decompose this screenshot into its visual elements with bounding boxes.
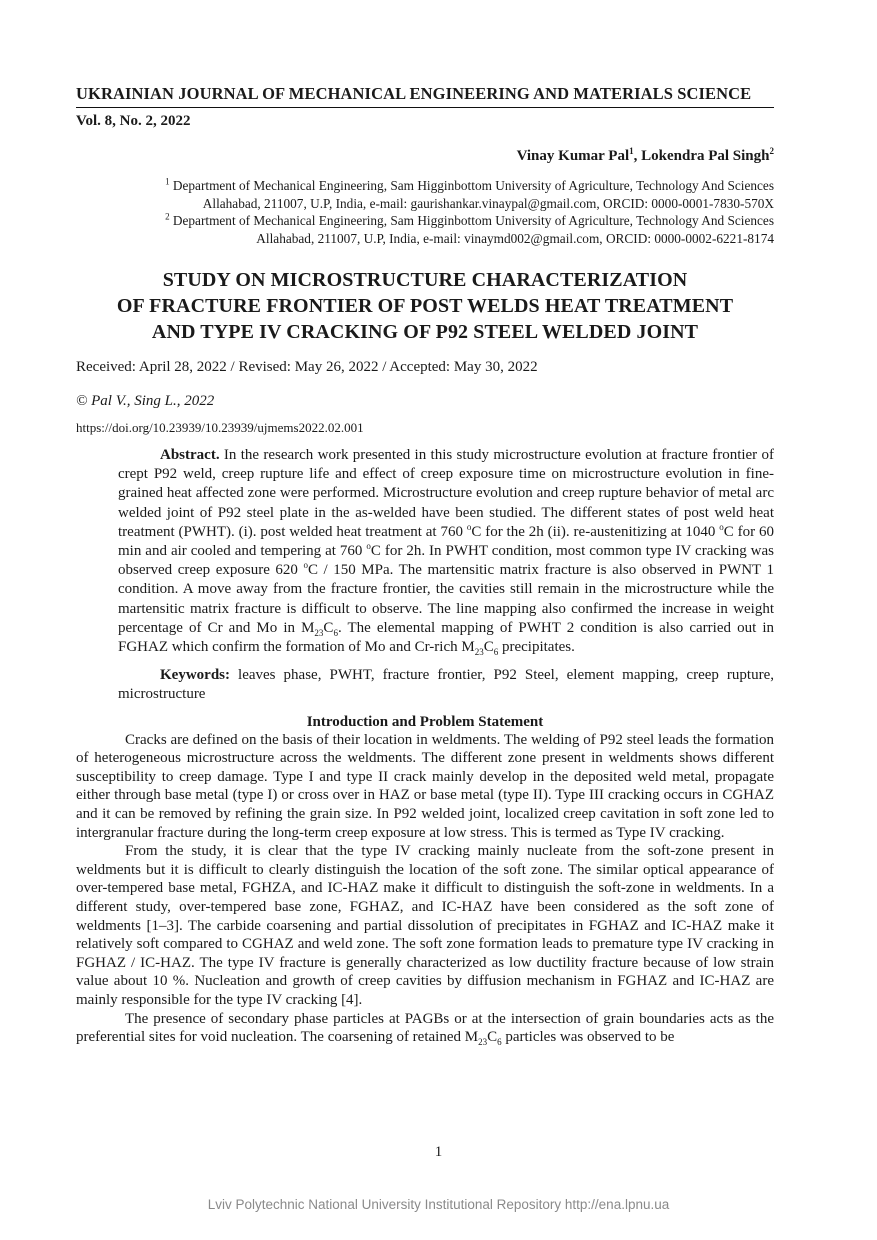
copyright: © Pal V., Sing L., 2022 (76, 393, 215, 409)
abstract-label: Abstract. (160, 447, 220, 463)
author-separator: , (633, 148, 642, 164)
title-line: OF FRACTURE FRONTIER OF POST WELDS HEAT TREATMENT (116, 295, 734, 317)
submission-dates: Received: April 28, 2022 / Revised: May 26, 2022 / Accepted: May 30, 2022 (76, 359, 538, 375)
keywords: Keywords: leaves phase, PWHT, fracture frontier, P92 Steel, element mapping, creep rupture, microstructure (118, 667, 774, 703)
body-paragraph: From the study, it is clear that the type IV cracking mainly nucleate from the soft-zone present in weldments but it is difficult to clearly distinguish the location of the soft zone. The similar optical appearance of over-tempered base metal, FGHZA, and IC-HAZ make it difficult to distinguish the soft-zone in weldments. In a different study, over-tempered base zone, FGHAZ, and IC-HAZ have been considered as the soft zone of weldments [1–3]. The carbide coarsening and partial dissolution of precipitates in FGHAZ and IC-HAZ make it relatively soft compared to CGHAZ and weld zone. The soft zone formation leads to premature type IV cracking in FGHAZ / IC-HAZ. The type IV fracture is generally characterized as low ductility fracture because of low strain value about 10 %. Nucleation and growth of creep cavities by diffusion mechanism in FGHAZ and IC-HAZ are mainly responsible for the type IV cracking [4]. (76, 843, 774, 1008)
affiliation-mark: 1 (165, 176, 170, 187)
affiliations (76, 177, 774, 247)
doi-link[interactable]: https://doi.org/10.23939/10.23939/ujmems2022.02.001 (76, 420, 364, 435)
affiliation-line: Allahabad, 211007, U.P, India, e-mail: vinaymd002@gmail.com, ORCID: 0000-0002-6221-8174 (256, 230, 774, 246)
author-name: Vinay Kumar Pal (516, 148, 630, 164)
author-list (76, 148, 774, 165)
body-paragraph: The presence of secondary phase particles at PAGBs or at the intersection of grain boundaries acts as the preferential sites for void nucleation. The coarsening of retained $M_{23}C_6$ particles was observed to be (76, 1010, 774, 1048)
affiliation-line: $^1$ Department of Mechanical Engineering, Sam Higginbottom University of Agriculture, Technology And Sciences (165, 176, 774, 193)
journal-title: UKRAINIAN JOURNAL OF MECHANICAL ENGINEERING AND MATERIALS SCIENCE (76, 84, 774, 108)
page-number: 1 (434, 1144, 443, 1160)
volume-info: Vol. 8, No. 2, 2022 (76, 113, 191, 129)
affiliation-mark: 2 (165, 211, 170, 222)
author-affil-mark: 2 (769, 146, 774, 156)
title-line: STUDY ON MICROSTRUCTURE CHARACTERIZATION (162, 269, 688, 291)
affiliation-line: Allahabad, 211007, U.P, India, e-mail: gaurishankar.vinaypal@gmail.com, ORCID: 0000-0001-7830-570X (202, 195, 774, 211)
paper-page (76, 84, 774, 1047)
author-name: Lokendra Pal Singh (641, 148, 770, 164)
section-heading: Introduction and Problem Statement (306, 713, 544, 730)
keywords-label: Keywords: (160, 667, 230, 684)
abstract: Abstract. In the research work presented in this study microstructure evolution at fracture frontier of crept P92 weld, creep rupture life and effect of creep exposure time on microstructure evolution in fine-grained heat affected zone were performed. Microstructure evolution and creep rupture behavior of metal arc welded joint of P92 steel plate in the as-welded have been studied. The different states of post weld heat treatment (PWHT). (i). post welded heat treatment at 760 $^o$C for the 2h (ii). re-austenitizing at 1040 $^o$C for 60 min and air cooled and tempering at 760 $^o$C for 2h. In PWHT condition, most common type IV cracking was observed creep exposure 620 $^o$C / 150 MPa. The martensitic matrix fracture is also observed in PWNT 1 condition. A move away from the fracture frontier, the cavities still remain in the microstructure while the martensitic matrix fracture is difficult to observe. The line mapping also confirmed the increase in weight percentage of Cr and Mo in $M_{23}C_6$. The elemental mapping of PWHT 2 condition is also carried out in FGHAZ which confirm the formation of Mo and Cr-rich $M_{23}C_6$ precipitates. (118, 447, 774, 658)
body-paragraph: Cracks are defined on the basis of their location in weldments. The welding of P92 steel leads the formation of heterogeneous microstructure across the weldments. The different zone present in weldments shows different susceptibility to creep damage. Type I and type II crack mainly develop in the deposited weld metal, propagate either through base metal (type I) or cross over in HAZ or base metal (type II). Type III cracking occurs in CGHAZ and it can be removed by refining the grain size. In P92 welded joint, localized creep cavitation in soft zone led to intergranular fracture during the long-term creep exposure at low stress. This is termed as Type IV cracking. (76, 731, 774, 841)
repository-watermark: Lviv Polytechnic National University Institutional Repository http://ena.lpnu.ua (207, 1197, 670, 1212)
title-line: AND TYPE IV CRACKING OF P92 STEEL WELDED JOINT (151, 321, 699, 343)
paper-title (76, 267, 774, 345)
author-affil-mark: 1 (629, 146, 634, 156)
affiliation-line: $^2$ Department of Mechanical Engineering, Sam Higginbottom University of Agriculture, Technology And Sciences (165, 211, 774, 228)
